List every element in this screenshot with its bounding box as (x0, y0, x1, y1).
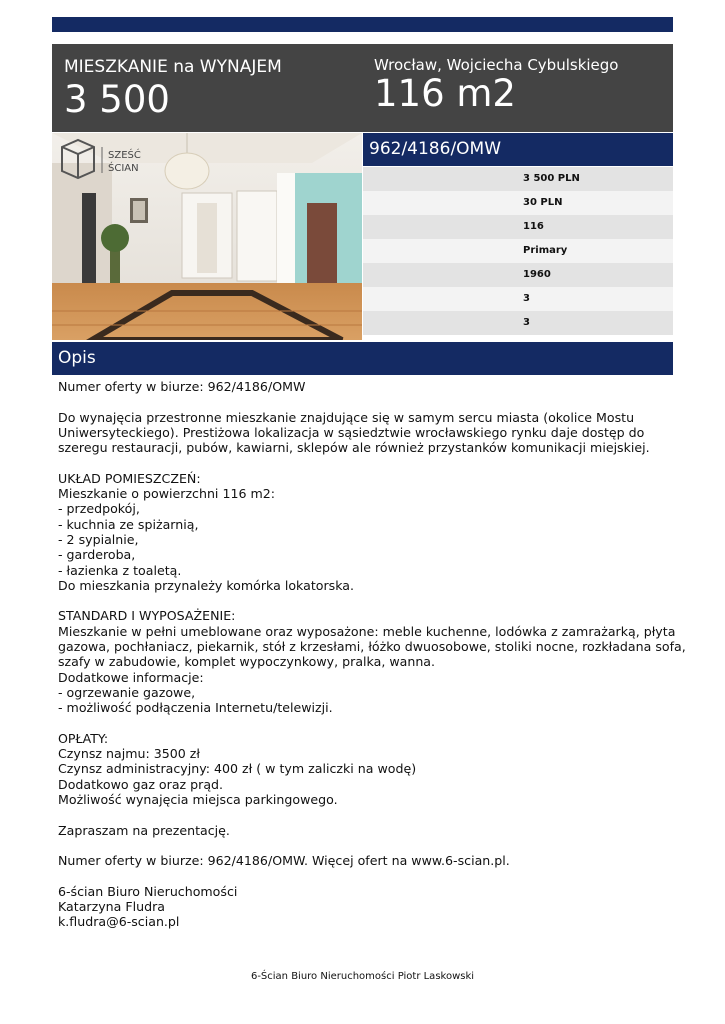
spec-row (363, 287, 673, 311)
description-line: gazowa, pochłaniacz, piekarnik, stół z krzesłami, łóżko dwuosobowe, stoliki nocne, rozkładana sofa, (58, 639, 686, 655)
description-line (58, 838, 670, 853)
spec-value: 1960 (523, 269, 551, 280)
description-line (58, 394, 670, 409)
description-line: - możliwość podłączenia Internetu/telewizji. (58, 700, 333, 716)
description-line: - łazienka z toaletą. (58, 562, 182, 578)
description-body (58, 379, 686, 930)
description-section-header (52, 342, 673, 375)
spec-row (363, 191, 673, 215)
listing-price: 3 500 (64, 78, 170, 121)
description-line: Czynsz administracyjny: 400 zł ( w tym zaliczki na wodę) (58, 761, 417, 777)
spec-row (363, 215, 673, 239)
description-line: Mieszkanie w pełni umeblowane oraz wyposażone: meble kuchenne, lodówka z zamrażarką, płyta (58, 623, 676, 639)
spec-value: 30 PLN (523, 197, 563, 208)
spec-row (363, 311, 673, 335)
description-line (58, 455, 670, 470)
description-line: - kuchnia ze spiżarnią, (58, 516, 199, 532)
description-line: - 2 sypialnie, (58, 531, 139, 547)
description-line: Dodatkowe informacje: (58, 669, 204, 685)
description-line: Możliwość wynajęcia miejsca parkingowego. (58, 792, 338, 808)
description-line: szeregu restauracji, pubów, kawiarni, sklepów ale również przystanków komunikacji miejskiej. (58, 440, 650, 456)
top-accent-bar (52, 17, 673, 32)
offer-reference-bar (363, 133, 673, 166)
spec-row (363, 239, 673, 263)
description-line (58, 593, 670, 608)
description-line: Katarzyna Fludra (58, 899, 165, 915)
spec-value: 3 (523, 317, 530, 328)
description-line: k.fludra@6-scian.pl (58, 914, 180, 930)
description-line: - przedpokój, (58, 501, 140, 517)
offer-reference: 962/4186/OMW (369, 139, 502, 159)
description-line: - garderoba, (58, 547, 136, 563)
description-line: UKŁAD POMIESZCZEŃ: (58, 470, 201, 486)
description-line: Czynsz najmu: 3500 zł (58, 746, 200, 762)
spec-value: 3 500 PLN (523, 173, 580, 184)
description-line (58, 807, 670, 822)
spec-row (363, 263, 673, 287)
spec-value: 3 (523, 293, 530, 304)
description-line: Dodatkowo gaz oraz prąd. (58, 776, 224, 792)
description-line: Uniwersyteckiego). Prestiżowa lokalizacja w sąsiedztwie wrocławskiego rynku daje dostęp do (58, 424, 645, 440)
spec-value: 116 (523, 221, 544, 232)
property-photo (52, 133, 362, 340)
listing-header (52, 44, 673, 132)
description-line: Do wynajęcia przestronne mieszkanie znajdujące się w samym sercu miasta (okolice Mostu (58, 409, 635, 425)
description-line: Do mieszkania przynależy komórka lokatorska. (58, 577, 354, 593)
logo-text-line1: SZEŚĆ (108, 150, 141, 161)
listing-area: 116 m2 (374, 72, 516, 115)
description-line: 6-ścian Biuro Nieruchomości (58, 883, 238, 899)
section-title: Opis (58, 348, 96, 368)
description-line: OPŁATY: (58, 730, 109, 746)
logo-text-line2: ŚCIAN (108, 163, 139, 174)
spec-table (363, 167, 673, 335)
description-line: szafy w zabudowie, komplet wypoczynkowy, pralka, wanna. (58, 654, 436, 670)
description-line: Mieszkanie o powierzchni 116 m2: (58, 486, 276, 502)
spec-row (363, 167, 673, 191)
page-footer: 6-Ścian Biuro Nieruchomości Piotr Laskowski (250, 971, 475, 982)
description-line (58, 869, 670, 884)
description-line: - ogrzewanie gazowe, (58, 684, 196, 700)
spec-value: Primary (523, 245, 568, 256)
description-line: Zapraszam na prezentację. (58, 822, 230, 838)
description-line (58, 716, 670, 731)
description-line: Numer oferty w biurze: 962/4186/OMW (58, 379, 306, 394)
description-line: STANDARD I WYPOSAŻENIE: (58, 608, 236, 624)
description-line: Numer oferty w biurze: 962/4186/OMW. Więcej ofert na www.6-scian.pl. (58, 853, 510, 869)
listing-location: Wrocław, Wojciecha Cybulskiego (374, 56, 619, 74)
listing-type: MIESZKANIE na WYNAJEM (64, 57, 282, 77)
